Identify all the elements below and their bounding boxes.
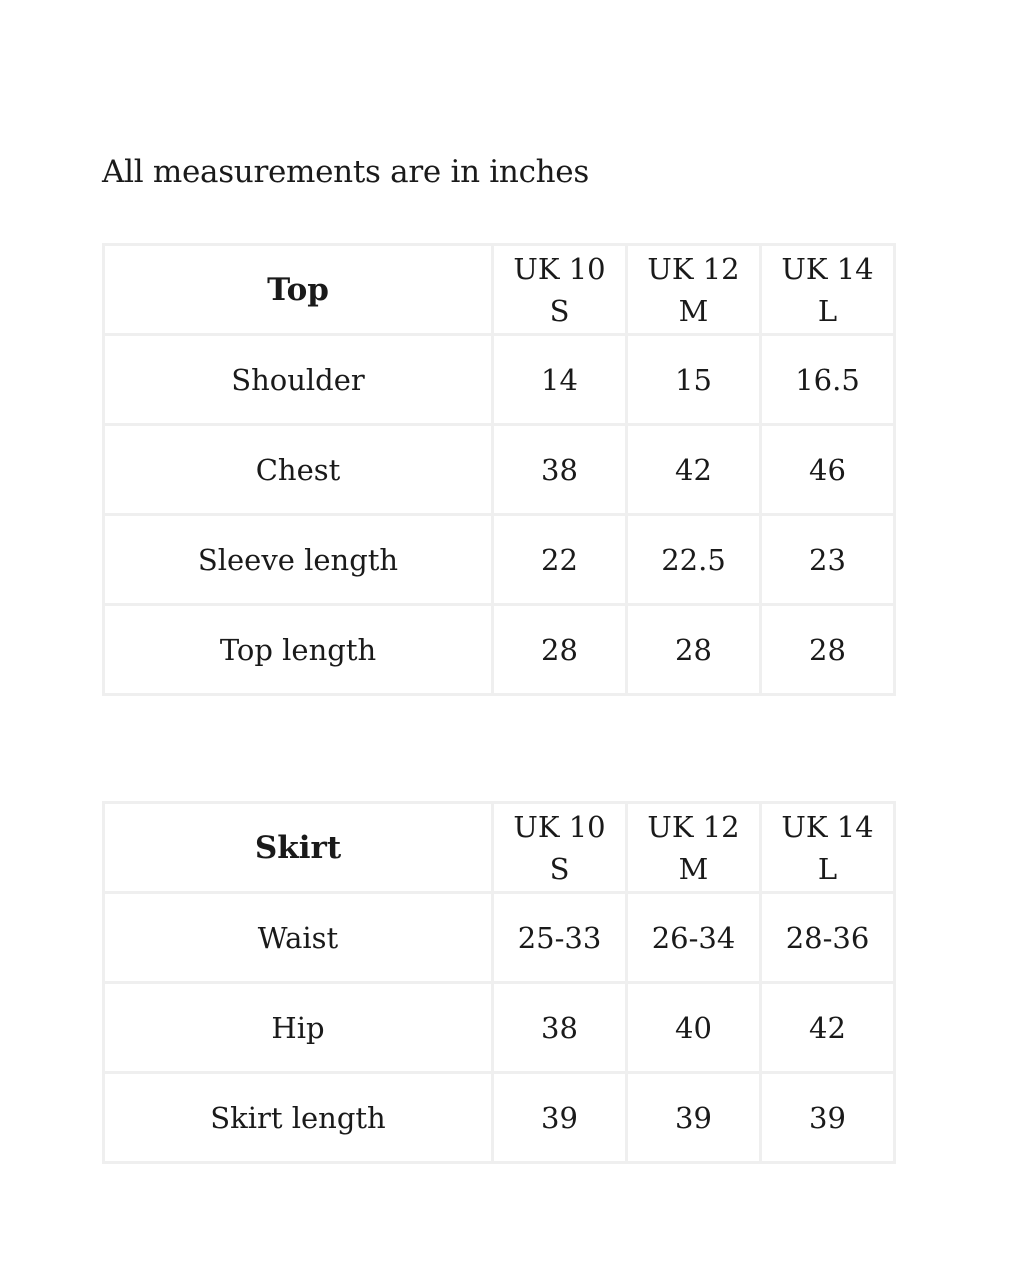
table-row: [104, 1073, 895, 1163]
table-row: [104, 335, 895, 425]
measurement-note: All measurements are in inches: [102, 154, 589, 190]
table-cell: 15: [627, 335, 761, 425]
row-label: Shoulder: [104, 335, 493, 425]
size-uk-label: UK 12: [647, 809, 740, 844]
table-row: [104, 425, 895, 515]
size-uk-label: UK 14: [781, 809, 874, 844]
size-header-uk12: [627, 245, 761, 335]
size-header-uk12: [627, 803, 761, 893]
top-size-table: [102, 243, 896, 696]
table-cell: 42: [627, 425, 761, 515]
size-header-uk10: [493, 245, 627, 335]
table-cell: 40: [627, 983, 761, 1073]
table-cell: 26-34: [627, 893, 761, 983]
row-label: Hip: [104, 983, 493, 1073]
table-cell: 39: [493, 1073, 627, 1163]
section-heading-skirt: Skirt: [104, 803, 493, 893]
section-heading-top: Top: [104, 245, 493, 335]
row-label: Top length: [104, 605, 493, 695]
size-header-uk14: [761, 803, 895, 893]
size-letter-label: M: [678, 851, 709, 886]
table-row: [104, 983, 895, 1073]
size-letter-label: S: [549, 293, 570, 328]
row-label: Sleeve length: [104, 515, 493, 605]
size-letter-label: L: [817, 851, 838, 886]
size-uk-label: UK 14: [781, 251, 874, 286]
table-cell: 46: [761, 425, 895, 515]
table-cell: 22: [493, 515, 627, 605]
row-label: Waist: [104, 893, 493, 983]
size-header-uk10: [493, 803, 627, 893]
table-cell: 38: [493, 425, 627, 515]
table-row: [104, 515, 895, 605]
table-cell: 16.5: [761, 335, 895, 425]
table-cell: 23: [761, 515, 895, 605]
table-cell: 39: [761, 1073, 895, 1163]
table-cell: 42: [761, 983, 895, 1073]
size-letter-label: L: [817, 293, 838, 328]
table-cell: 22.5: [627, 515, 761, 605]
skirt-size-table: [102, 801, 896, 1164]
table-row: [104, 605, 895, 695]
table-header-row: [104, 803, 895, 893]
size-letter-label: S: [549, 851, 570, 886]
table-cell: 28: [761, 605, 895, 695]
row-label: Chest: [104, 425, 493, 515]
size-uk-label: UK 12: [647, 251, 740, 286]
table-cell: 14: [493, 335, 627, 425]
table-cell: 25-33: [493, 893, 627, 983]
table-cell: 28: [627, 605, 761, 695]
size-header-uk14: [761, 245, 895, 335]
table-cell: 28-36: [761, 893, 895, 983]
table-cell: 38: [493, 983, 627, 1073]
table-row: [104, 893, 895, 983]
table-cell: 39: [627, 1073, 761, 1163]
table-cell: 28: [493, 605, 627, 695]
size-uk-label: UK 10: [513, 809, 606, 844]
size-uk-label: UK 10: [513, 251, 606, 286]
size-letter-label: M: [678, 293, 709, 328]
row-label: Skirt length: [104, 1073, 493, 1163]
table-header-row: [104, 245, 895, 335]
